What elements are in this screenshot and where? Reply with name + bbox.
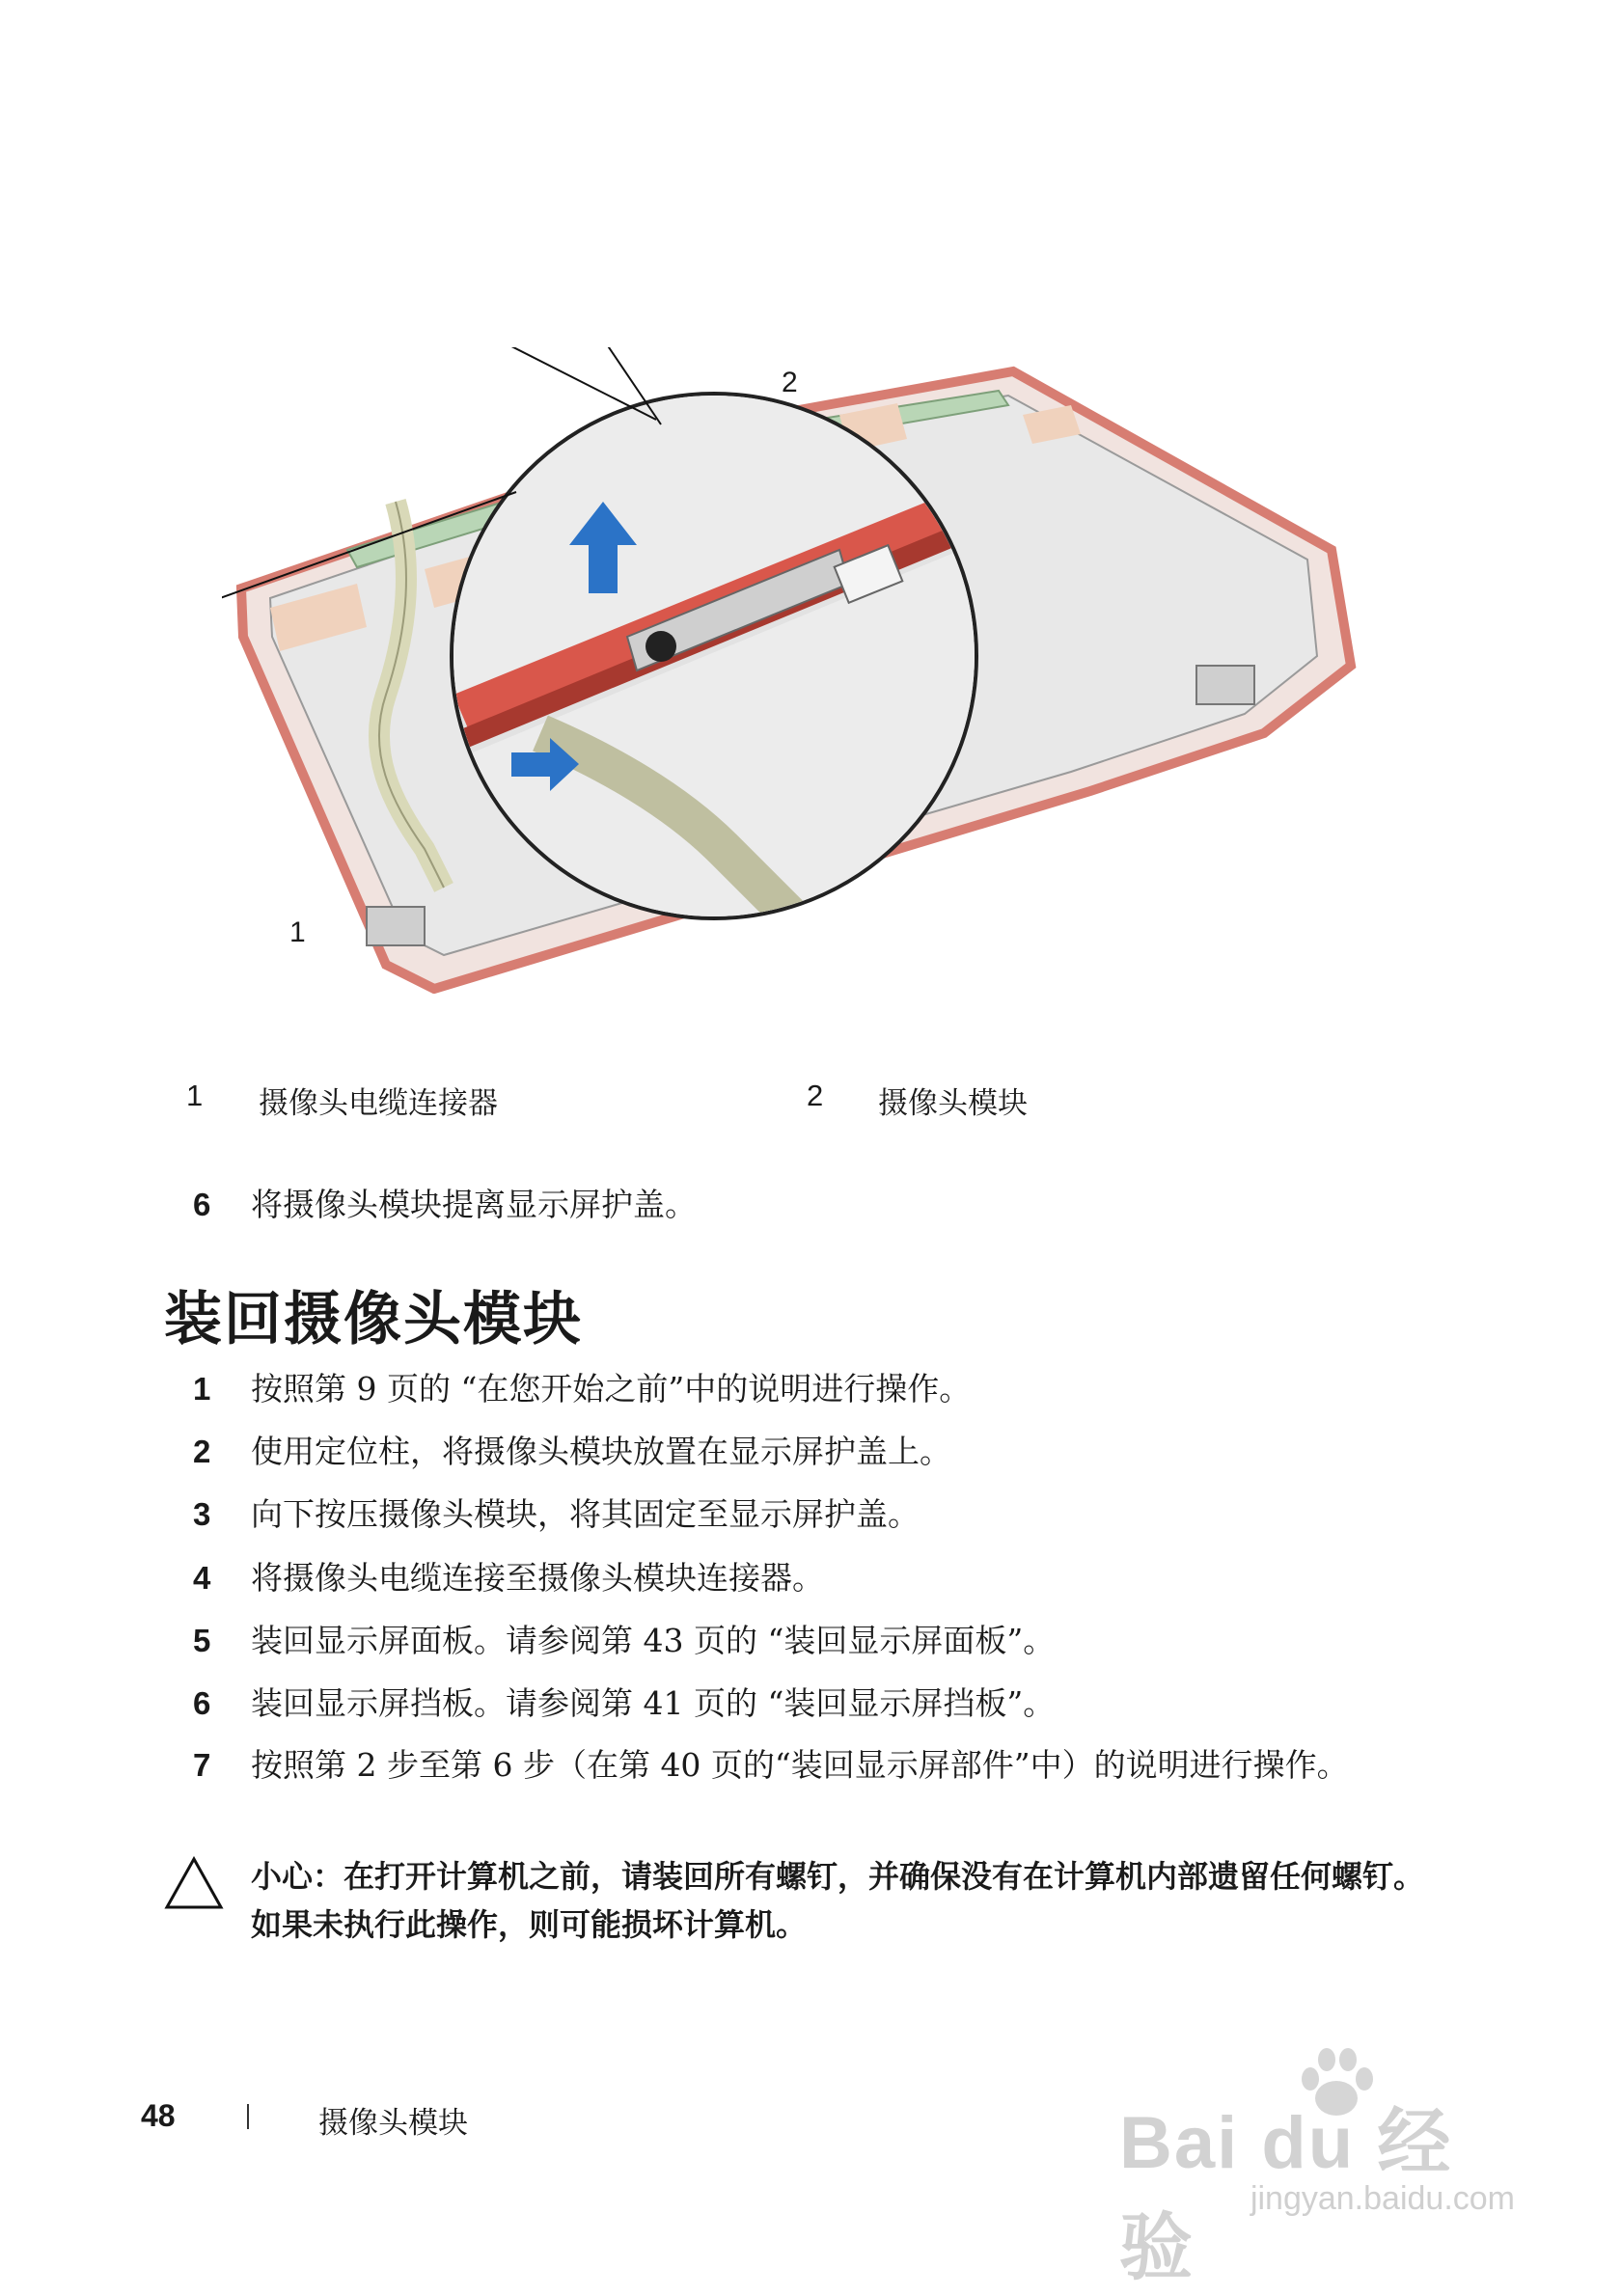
figure-legend [0, 1079, 1621, 1121]
step-text: 装回显示屏面板。请参阅第 43 页的 “装回显示屏面板”。 [251, 1622, 1056, 1659]
footer-section-name: 摄像头模块 [318, 2106, 468, 2141]
caution-triangle-icon [164, 1856, 224, 1910]
step-text: 将摄像头电缆连接至摄像头模块连接器。 [251, 1559, 824, 1597]
legend-num-2: 2 [807, 1079, 824, 1112]
legend-num-1: 1 [186, 1079, 204, 1112]
step-text: 装回显示屏挡板。请参阅第 41 页的 “装回显示屏挡板”。 [251, 1684, 1056, 1722]
step-number: 5 [193, 1623, 211, 1658]
step-number: 6 [193, 1187, 211, 1222]
watermark-logo: Bai du 经验 [1119, 2102, 1453, 2289]
step-text: 将摄像头模块提离显示屏护盖。 [251, 1186, 697, 1223]
step-text: 向下按压摄像头模块，将其固定至显示屏护盖。 [251, 1495, 920, 1533]
legend-label-1: 摄像头电缆连接器 [259, 1086, 498, 1121]
footer-divider [247, 2104, 249, 2129]
section-title: 装回摄像头模块 [164, 1286, 583, 1353]
step-text: 按照第 9 页的 “在您开始之前”中的说明进行操作。 [251, 1370, 972, 1408]
caution-text: 小心：在打开计算机之前，请装回所有螺钉，并确保没有在计算机内部遗留任何螺钉。如果未执行此操作，则可能损坏计算机。 [251, 1858, 1425, 1943]
step-text: 使用定位柱，将摄像头模块放置在显示屏护盖上。 [251, 1433, 951, 1470]
display-cover-drawing [222, 347, 1380, 994]
callout-2: 2 [782, 367, 798, 398]
step-number: 2 [193, 1434, 211, 1469]
step-number: 4 [193, 1560, 211, 1596]
page-number: 48 [141, 2098, 176, 2133]
step-number: 6 [193, 1685, 211, 1721]
legend-label-2: 摄像头模块 [878, 1086, 1028, 1121]
step-number: 7 [193, 1747, 211, 1783]
illustration-display-cover [222, 347, 1380, 994]
watermark-url: jingyan.baidu.com [1250, 2180, 1515, 2217]
step-number: 3 [193, 1496, 211, 1532]
callout-1: 1 [289, 916, 306, 948]
baidu-watermark [1119, 2045, 1525, 2289]
step-number: 1 [193, 1371, 211, 1407]
step-text: 按照第 2 步至第 6 步（在第 40 页的“装回显示屏部件”中）的说明进行操作。 [251, 1746, 1349, 1784]
